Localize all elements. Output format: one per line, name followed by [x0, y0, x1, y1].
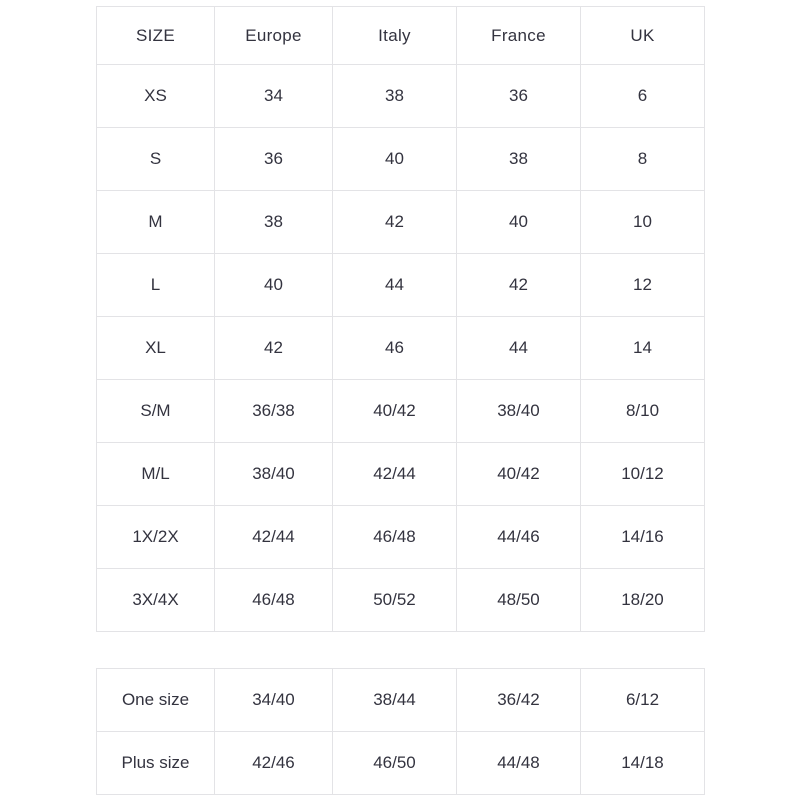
cell-italy: 38: [333, 65, 457, 128]
cell-france: 40/42: [457, 443, 581, 506]
cell-france: 44: [457, 317, 581, 380]
cell-france: 40: [457, 191, 581, 254]
cell-uk: 6/12: [581, 669, 705, 732]
table-row: [97, 669, 705, 732]
row-label: One size: [97, 669, 215, 732]
cell-uk: 10/12: [581, 443, 705, 506]
row-label: S/M: [97, 380, 215, 443]
column-header-italy: Italy: [333, 7, 457, 65]
row-label: M/L: [97, 443, 215, 506]
row-label: L: [97, 254, 215, 317]
cell-europe: 42: [215, 317, 333, 380]
cell-uk: 8/10: [581, 380, 705, 443]
cell-italy: 44: [333, 254, 457, 317]
table-header-row: [97, 7, 705, 65]
cell-france: 38: [457, 128, 581, 191]
row-label: XL: [97, 317, 215, 380]
cell-europe: 34/40: [215, 669, 333, 732]
table-row: [97, 128, 705, 191]
cell-uk: 14: [581, 317, 705, 380]
cell-italy: 46: [333, 317, 457, 380]
cell-italy: 38/44: [333, 669, 457, 732]
table-row: [97, 191, 705, 254]
row-label: 3X/4X: [97, 569, 215, 632]
table-row: [97, 65, 705, 128]
cell-uk: 12: [581, 254, 705, 317]
table-row: [97, 317, 705, 380]
row-label: M: [97, 191, 215, 254]
one-size-table-container: [96, 668, 704, 795]
main-size-table: [96, 6, 705, 632]
cell-france: 38/40: [457, 380, 581, 443]
cell-europe: 42/46: [215, 732, 333, 795]
row-label: 1X/2X: [97, 506, 215, 569]
cell-france: 42: [457, 254, 581, 317]
cell-italy: 42: [333, 191, 457, 254]
cell-italy: 40: [333, 128, 457, 191]
cell-france: 44/48: [457, 732, 581, 795]
cell-france: 44/46: [457, 506, 581, 569]
cell-italy: 50/52: [333, 569, 457, 632]
cell-italy: 40/42: [333, 380, 457, 443]
column-header-size: SIZE: [97, 7, 215, 65]
cell-europe: 36: [215, 128, 333, 191]
cell-europe: 38: [215, 191, 333, 254]
cell-europe: 34: [215, 65, 333, 128]
table-row: [97, 506, 705, 569]
cell-france: 36/42: [457, 669, 581, 732]
column-header-uk: UK: [581, 7, 705, 65]
cell-uk: 6: [581, 65, 705, 128]
cell-uk: 18/20: [581, 569, 705, 632]
row-label: XS: [97, 65, 215, 128]
cell-italy: 46/50: [333, 732, 457, 795]
cell-europe: 38/40: [215, 443, 333, 506]
cell-europe: 36/38: [215, 380, 333, 443]
cell-uk: 14/18: [581, 732, 705, 795]
row-label: S: [97, 128, 215, 191]
cell-europe: 40: [215, 254, 333, 317]
main-size-table-container: [96, 6, 704, 632]
table-row: [97, 254, 705, 317]
table-row: [97, 380, 705, 443]
table-row: [97, 732, 705, 795]
one-size-table: [96, 668, 705, 795]
row-label: Plus size: [97, 732, 215, 795]
table-row: [97, 569, 705, 632]
cell-italy: 42/44: [333, 443, 457, 506]
cell-uk: 10: [581, 191, 705, 254]
cell-france: 48/50: [457, 569, 581, 632]
cell-uk: 8: [581, 128, 705, 191]
column-header-france: France: [457, 7, 581, 65]
column-header-europe: Europe: [215, 7, 333, 65]
cell-europe: 42/44: [215, 506, 333, 569]
cell-france: 36: [457, 65, 581, 128]
table-row: [97, 443, 705, 506]
cell-italy: 46/48: [333, 506, 457, 569]
cell-uk: 14/16: [581, 506, 705, 569]
cell-europe: 46/48: [215, 569, 333, 632]
